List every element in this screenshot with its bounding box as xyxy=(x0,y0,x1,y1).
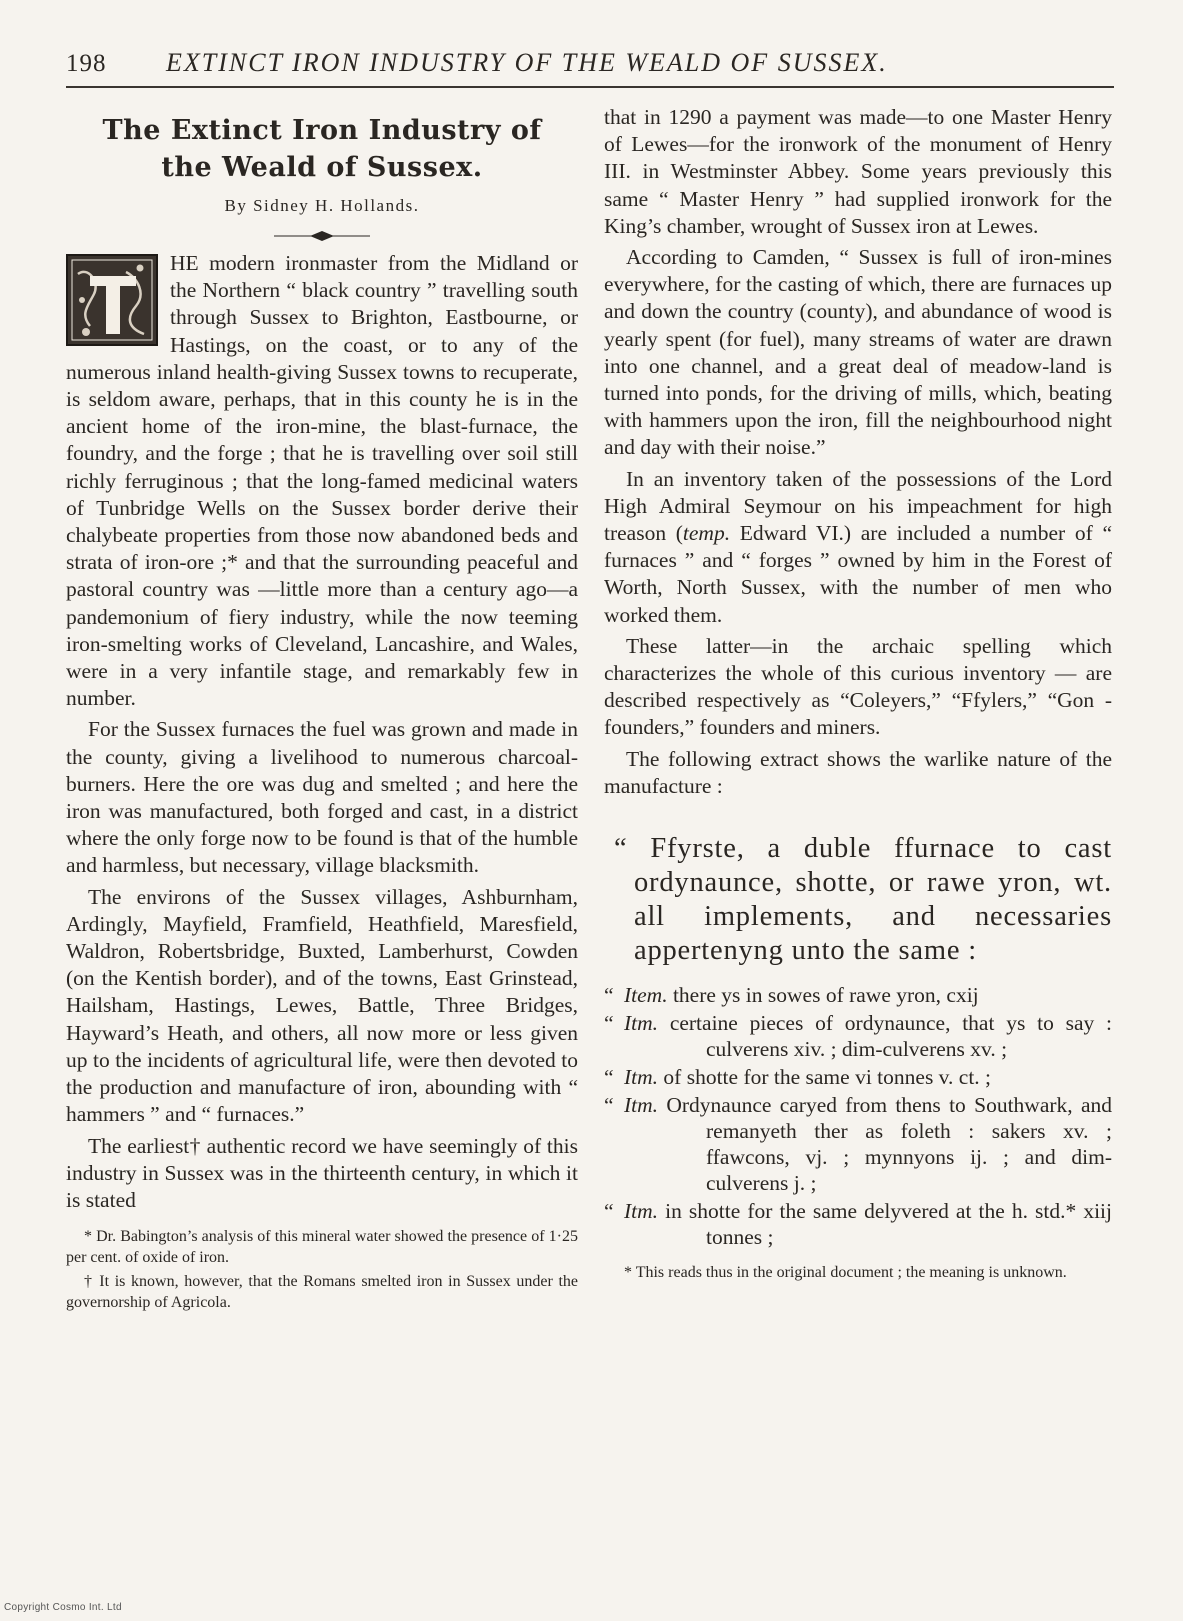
inventory-items xyxy=(604,982,1112,1250)
paragraph-text: In an inventory taken of the possessions of the Lord High Admiral Seymour on his impeachment for high treason ( xyxy=(604,466,1112,546)
paragraph: According to Camden, “ Sussex is full of iron-mines everywhere, for the casting of which, there are furnaces up and down the country (county), and abundance of wood is yearly spent (for fuel), many streams of water are drawn into one channel, and a great deal of meadow-land is turned into ponds, for the driving of mills, which, beating with hammers upon the iron, fill the neighbourhood night and day with their noise.” xyxy=(604,245,1112,460)
footnote: * This reads thus in the original document ; the meaning is unknown. xyxy=(624,1264,1067,1282)
article-title-line2: the Weald of Sussex. xyxy=(161,152,483,183)
left-column xyxy=(66,104,578,1316)
paragraph-text: Edward VI.) are included a number of “ furnaces ” and “ forges ” owned by him in the Forest of Worth, North Sussex, with the number of men who worked them. xyxy=(604,521,1112,627)
ornament-divider-icon xyxy=(272,230,372,242)
inventory-item: “ Itm. of shotte for the same vi tonnes v. ct. ; xyxy=(604,1065,992,1090)
paragraph: HE modern ironmaster from the Midland or the Northern “ black country ” travelling south through Sussex to Brighton, Eastbourne, or Hastings, on the coast, or to any of the numerous inland health-giving Sussex towns to recuperate, is seldom aware, perhaps, that in this county he is in the ancient home of the iron-mine, the blast-furnace, the foundry, and the forge ; that he is travelling over soil still richly ferruginous ; that the long-famed medicinal waters of Tunbridge Wells on the Sussex border derive their chalybeate properties from those now abandoned beds and strata of iron-ore ;* and that the surrounding peaceful and pastoral country was —little more than a century ago—a pandemonium of fiery industry, while the now teeming iron-smelting works of Cleveland, Lancashire, and Wales, were in a very infantile stage, and remarkably few in number. xyxy=(66,251,578,711)
paragraph xyxy=(604,466,1112,629)
inventory-item: “ Itm. Ordynaunce caryed from thens to Southwark, and remanyeth ther as foleth : sakers xv. ; ffawcons, vj. ; mynnyons ij. ; and dim-culverens j. ; xyxy=(604,1093,1112,1196)
article-title-line1: The Extinct Iron Industry of xyxy=(102,115,542,146)
drop-cap-t-icon xyxy=(66,254,158,346)
inventory-item: “ Itm. certaine pieces of ordynaunce, that ys to say : culverens xiv. ; dim-culverens xv. ; xyxy=(604,1011,1112,1062)
italic-term: temp. xyxy=(682,521,731,546)
paragraph: that in 1290 a payment was made—to one Master Henry of Lewes—for the ironwork of the monument of Henry III. in Westminster Abbey. Some years previously this same “ Master Henry ” had supplied ironwork for the King’s chamber, wrought of Sussex iron at Lewes. xyxy=(604,105,1112,238)
right-column xyxy=(604,104,1112,1299)
copyright-notice: Copyright Cosmo Int. Ltd xyxy=(4,1602,122,1613)
footnote: * Dr. Babington’s analysis of this mineral water showed the presence of 1·25 per cent. of oxide of iron. xyxy=(66,1228,578,1267)
running-head xyxy=(66,46,1114,88)
footnote: † It is known, however, that the Romans smelted iron in Sussex under the governorship of Agricola. xyxy=(66,1273,578,1312)
article-title xyxy=(66,112,578,186)
footnotes xyxy=(66,1226,578,1313)
paragraph: The environs of the Sussex villages, Ashburnham, Ardingly, Mayfield, Framfield, Heathfield, Maresfield, Waldron, Robertsbridge, Buxted, Lamberhurst, Cowden (on the Kentish border), and of the towns, East Grinstead, Hailsham, Hastings, Lewes, Battle, Three Bridges, Hayward’s Heath, and others, all now more or less given up to the incidents of agricultural life, were then devoted to the production and manufacture of iron, abounding with “ hammers ” and “ furnaces.” xyxy=(66,884,578,1127)
inventory-quote: “ Ffyrste, a duble ffurnace to cast ordynaunce, shotte, or rawe yron, wt. all implements, and necessaries appertenyng unto the same : xyxy=(614,833,1112,967)
paragraph: For the Sussex furnaces the fuel was grown and made in the county, giving a livelihood to numerous charcoal-burners. Here the ore was dug and smelted ; and here the iron was manufactured, both forged and cast, in a district where the only forge now to be found is that of the humble and harmless, but necessary, village blacksmith. xyxy=(66,717,578,878)
paragraph: These latter—in the archaic spelling which characterizes the whole of this curious inventory — are described respectively as “Coleyers,” “Ffylers,” “Gon - founders,” founders and miners. xyxy=(604,633,1112,740)
byline: By Sidney H. Hollands. xyxy=(224,196,420,215)
running-title: EXTINCT IRON INDUSTRY OF THE WEALD OF SUSSEX. xyxy=(166,48,888,77)
page-number: 198 xyxy=(66,50,107,77)
inventory-item: “ Itm. in shotte for the same delyvered at the h. std.* xiij tonnes ; xyxy=(604,1199,1112,1250)
inventory-item: “ Item. there ys in sowes of rawe yron, cxij xyxy=(604,983,979,1008)
paragraph: The following extract shows the warlike nature of the manufacture : xyxy=(604,746,1112,798)
paragraph: The earliest† authentic record we have seemingly of this industry in Sussex was in the thirteenth century, in which it is stated xyxy=(66,1133,578,1212)
